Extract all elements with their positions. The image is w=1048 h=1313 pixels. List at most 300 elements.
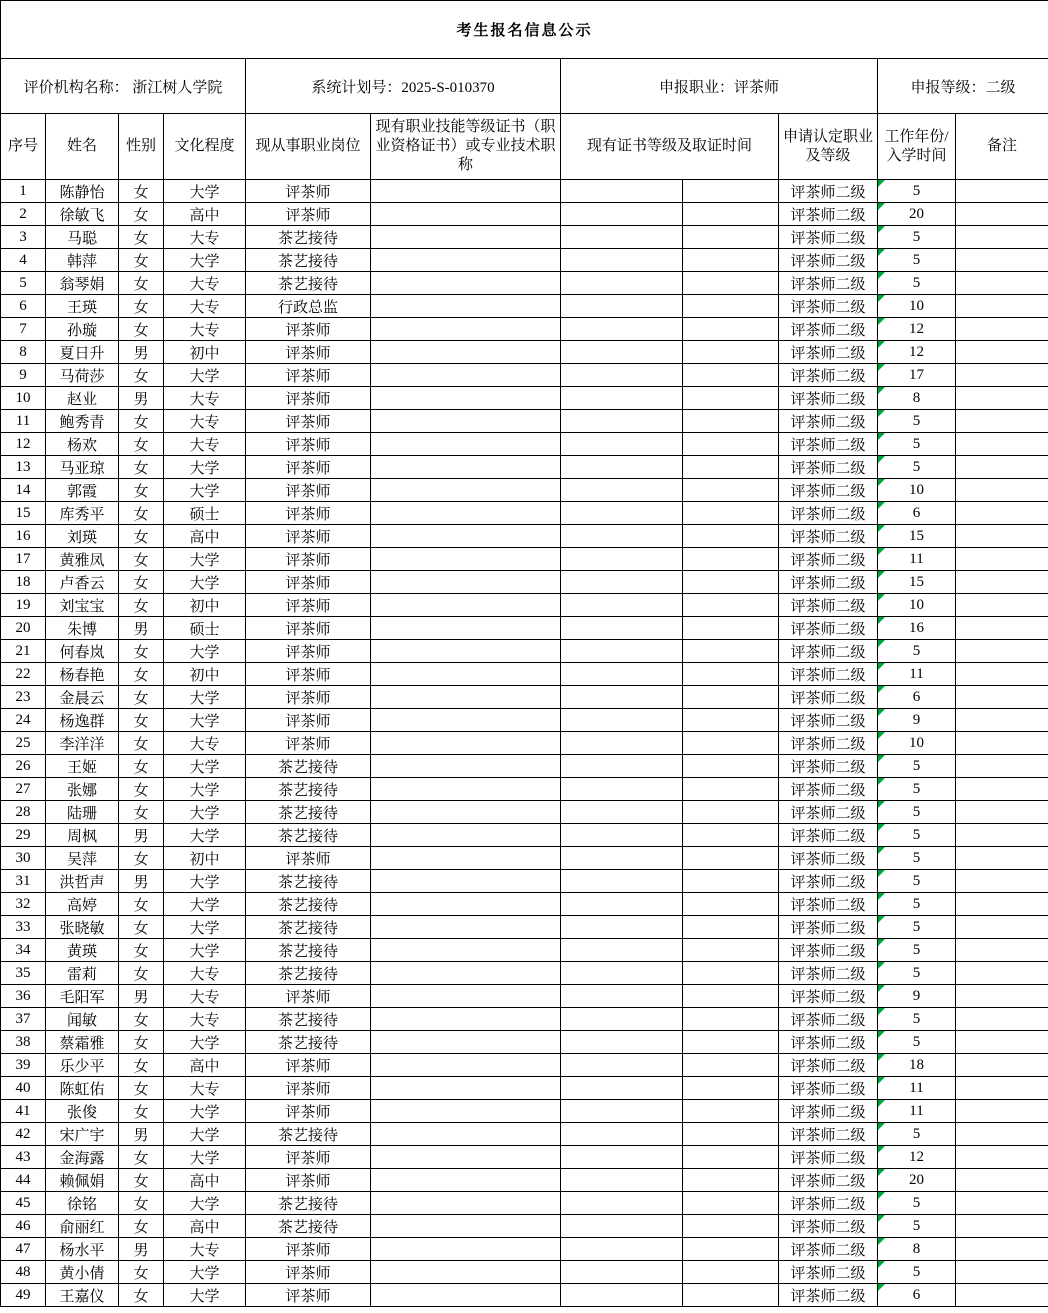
cell-apply-occupation-level: 评茶师二级 bbox=[779, 778, 878, 801]
cell-work-years: 5 bbox=[878, 249, 956, 272]
cell-no: 26 bbox=[1, 755, 46, 778]
table-row bbox=[1, 433, 1048, 456]
cell-education: 大学 bbox=[164, 456, 246, 479]
cell-name: 朱博 bbox=[46, 617, 119, 640]
cell-existing-cert bbox=[371, 1238, 561, 1261]
cell-apply-occupation-level: 评茶师二级 bbox=[779, 1100, 878, 1123]
cell-remark bbox=[956, 295, 1048, 318]
cell-name: 赵业 bbox=[46, 387, 119, 410]
cell-existing-cert bbox=[371, 525, 561, 548]
system-plan-number: 系统计划号：2025-S-010370 bbox=[246, 59, 561, 114]
cell-work-years: 10 bbox=[878, 479, 956, 502]
cell-name: 陈虹佑 bbox=[46, 1077, 119, 1100]
cell-gender: 男 bbox=[119, 1123, 164, 1146]
cell-existing-cert bbox=[371, 985, 561, 1008]
cell-gender: 男 bbox=[119, 824, 164, 847]
cell-name: 夏日升 bbox=[46, 341, 119, 364]
table-row bbox=[1, 801, 1048, 824]
cell-cert-level bbox=[561, 801, 683, 824]
col-header-cert-level-time: 现有证书等级及取证时间 bbox=[561, 114, 779, 180]
cell-cert-level bbox=[561, 272, 683, 295]
cell-name: 闻敏 bbox=[46, 1008, 119, 1031]
cell-current-job: 茶艺接待 bbox=[246, 1192, 371, 1215]
cell-cert-level bbox=[561, 1123, 683, 1146]
cell-gender: 女 bbox=[119, 203, 164, 226]
cell-name: 洪哲声 bbox=[46, 870, 119, 893]
cell-existing-cert bbox=[371, 893, 561, 916]
cell-work-years: 5 bbox=[878, 456, 956, 479]
cell-remark bbox=[956, 778, 1048, 801]
cell-current-job: 评茶师 bbox=[246, 594, 371, 617]
table-row bbox=[1, 203, 1048, 226]
cell-cert-time bbox=[683, 985, 779, 1008]
table-row bbox=[1, 180, 1048, 203]
cell-apply-occupation-level: 评茶师二级 bbox=[779, 387, 878, 410]
cell-work-years: 5 bbox=[878, 1123, 956, 1146]
table-row bbox=[1, 663, 1048, 686]
cell-education: 初中 bbox=[164, 663, 246, 686]
cell-apply-occupation-level: 评茶师二级 bbox=[779, 1054, 878, 1077]
table-row bbox=[1, 318, 1048, 341]
cell-education: 大学 bbox=[164, 824, 246, 847]
col-header-existing-cert: 现有职业技能等级证书（职业资格证书）或专业技术职称 bbox=[371, 114, 561, 180]
cell-gender: 男 bbox=[119, 341, 164, 364]
cell-gender: 女 bbox=[119, 640, 164, 663]
cell-work-years: 5 bbox=[878, 916, 956, 939]
cell-existing-cert bbox=[371, 295, 561, 318]
cell-education: 大专 bbox=[164, 226, 246, 249]
cell-existing-cert bbox=[371, 709, 561, 732]
cell-existing-cert bbox=[371, 801, 561, 824]
cell-cert-level bbox=[561, 1100, 683, 1123]
cell-existing-cert bbox=[371, 594, 561, 617]
cell-no: 9 bbox=[1, 364, 46, 387]
cell-name: 王姬 bbox=[46, 755, 119, 778]
col-header-current-job: 现从事职业岗位 bbox=[246, 114, 371, 180]
cell-existing-cert bbox=[371, 410, 561, 433]
title-row bbox=[1, 1, 1048, 59]
cell-cert-time bbox=[683, 663, 779, 686]
cell-education: 大学 bbox=[164, 640, 246, 663]
cell-name: 徐敏飞 bbox=[46, 203, 119, 226]
cell-current-job: 评茶师 bbox=[246, 502, 371, 525]
cell-cert-time bbox=[683, 686, 779, 709]
table-row bbox=[1, 249, 1048, 272]
cell-current-job: 茶艺接待 bbox=[246, 1031, 371, 1054]
cell-cert-level bbox=[561, 939, 683, 962]
cell-current-job: 评茶师 bbox=[246, 686, 371, 709]
cell-cert-time bbox=[683, 824, 779, 847]
cell-current-job: 茶艺接待 bbox=[246, 272, 371, 295]
cell-name: 李洋洋 bbox=[46, 732, 119, 755]
table-row bbox=[1, 1169, 1048, 1192]
cell-apply-occupation-level: 评茶师二级 bbox=[779, 249, 878, 272]
cell-work-years: 5 bbox=[878, 778, 956, 801]
cell-remark bbox=[956, 456, 1048, 479]
cell-name: 马亚琼 bbox=[46, 456, 119, 479]
cell-work-years: 10 bbox=[878, 295, 956, 318]
cell-gender: 女 bbox=[119, 755, 164, 778]
cell-existing-cert bbox=[371, 226, 561, 249]
table-row bbox=[1, 893, 1048, 916]
table-row bbox=[1, 548, 1048, 571]
cell-no: 40 bbox=[1, 1077, 46, 1100]
cell-education: 高中 bbox=[164, 525, 246, 548]
cell-current-job: 评茶师 bbox=[246, 571, 371, 594]
cell-remark bbox=[956, 479, 1048, 502]
cell-education: 大学 bbox=[164, 686, 246, 709]
cell-existing-cert bbox=[371, 1054, 561, 1077]
cell-gender: 女 bbox=[119, 686, 164, 709]
cell-cert-level bbox=[561, 1215, 683, 1238]
cell-education: 大学 bbox=[164, 249, 246, 272]
cell-no: 16 bbox=[1, 525, 46, 548]
cell-work-years: 15 bbox=[878, 525, 956, 548]
table-row bbox=[1, 272, 1048, 295]
cell-cert-level bbox=[561, 364, 683, 387]
cell-education: 大学 bbox=[164, 893, 246, 916]
cell-work-years: 11 bbox=[878, 663, 956, 686]
cell-no: 35 bbox=[1, 962, 46, 985]
cell-education: 大学 bbox=[164, 1031, 246, 1054]
cell-cert-level bbox=[561, 341, 683, 364]
cell-remark bbox=[956, 939, 1048, 962]
cell-no: 11 bbox=[1, 410, 46, 433]
cell-apply-occupation-level: 评茶师二级 bbox=[779, 732, 878, 755]
cell-work-years: 16 bbox=[878, 617, 956, 640]
cell-remark bbox=[956, 594, 1048, 617]
cell-work-years: 12 bbox=[878, 341, 956, 364]
cell-no: 29 bbox=[1, 824, 46, 847]
cell-existing-cert bbox=[371, 456, 561, 479]
cell-apply-occupation-level: 评茶师二级 bbox=[779, 801, 878, 824]
cell-cert-level bbox=[561, 203, 683, 226]
cell-cert-level bbox=[561, 663, 683, 686]
cell-remark bbox=[956, 410, 1048, 433]
cell-remark bbox=[956, 640, 1048, 663]
cell-cert-time bbox=[683, 1284, 779, 1307]
cell-gender: 男 bbox=[119, 387, 164, 410]
cell-apply-occupation-level: 评茶师二级 bbox=[779, 709, 878, 732]
cell-existing-cert bbox=[371, 916, 561, 939]
cell-name: 黄雅凤 bbox=[46, 548, 119, 571]
cell-apply-occupation-level: 评茶师二级 bbox=[779, 1261, 878, 1284]
cell-current-job: 评茶师 bbox=[246, 318, 371, 341]
cell-no: 31 bbox=[1, 870, 46, 893]
cell-current-job: 茶艺接待 bbox=[246, 939, 371, 962]
cell-work-years: 5 bbox=[878, 847, 956, 870]
cell-cert-time bbox=[683, 732, 779, 755]
cell-cert-time bbox=[683, 1031, 779, 1054]
cell-work-years: 20 bbox=[878, 203, 956, 226]
cell-gender: 女 bbox=[119, 1215, 164, 1238]
cell-education: 大学 bbox=[164, 548, 246, 571]
cell-cert-time bbox=[683, 1077, 779, 1100]
cell-remark bbox=[956, 318, 1048, 341]
cell-no: 6 bbox=[1, 295, 46, 318]
cell-apply-occupation-level: 评茶师二级 bbox=[779, 962, 878, 985]
cell-existing-cert bbox=[371, 663, 561, 686]
cell-remark bbox=[956, 272, 1048, 295]
cell-cert-level bbox=[561, 640, 683, 663]
table-row bbox=[1, 640, 1048, 663]
cell-current-job: 茶艺接待 bbox=[246, 801, 371, 824]
cell-work-years: 5 bbox=[878, 1192, 956, 1215]
cell-cert-level bbox=[561, 732, 683, 755]
cell-gender: 女 bbox=[119, 1031, 164, 1054]
cell-existing-cert bbox=[371, 1215, 561, 1238]
table-row bbox=[1, 1192, 1048, 1215]
cell-cert-level bbox=[561, 1054, 683, 1077]
cell-apply-occupation-level: 评茶师二级 bbox=[779, 295, 878, 318]
cell-cert-time bbox=[683, 778, 779, 801]
table-row bbox=[1, 709, 1048, 732]
cell-apply-occupation-level: 评茶师二级 bbox=[779, 456, 878, 479]
cell-cert-time bbox=[683, 548, 779, 571]
cell-work-years: 5 bbox=[878, 272, 956, 295]
cell-cert-time bbox=[683, 1238, 779, 1261]
cell-work-years: 5 bbox=[878, 801, 956, 824]
cell-work-years: 11 bbox=[878, 1100, 956, 1123]
cell-existing-cert bbox=[371, 1169, 561, 1192]
cell-remark bbox=[956, 1169, 1048, 1192]
cell-existing-cert bbox=[371, 686, 561, 709]
cell-remark bbox=[956, 548, 1048, 571]
cell-cert-level bbox=[561, 594, 683, 617]
cell-current-job: 评茶师 bbox=[246, 410, 371, 433]
cell-education: 大学 bbox=[164, 755, 246, 778]
cell-cert-level bbox=[561, 410, 683, 433]
cell-no: 32 bbox=[1, 893, 46, 916]
table-row bbox=[1, 1261, 1048, 1284]
cell-existing-cert bbox=[371, 617, 561, 640]
cell-name: 陆珊 bbox=[46, 801, 119, 824]
cell-name: 张晓敏 bbox=[46, 916, 119, 939]
cell-education: 大专 bbox=[164, 1077, 246, 1100]
cell-no: 7 bbox=[1, 318, 46, 341]
cell-remark bbox=[956, 870, 1048, 893]
table-row bbox=[1, 226, 1048, 249]
cell-education: 大专 bbox=[164, 410, 246, 433]
cell-name: 黄瑛 bbox=[46, 939, 119, 962]
cell-education: 高中 bbox=[164, 203, 246, 226]
cell-gender: 女 bbox=[119, 663, 164, 686]
cell-current-job: 茶艺接待 bbox=[246, 893, 371, 916]
cell-education: 大专 bbox=[164, 433, 246, 456]
cell-cert-time bbox=[683, 962, 779, 985]
cell-name: 卢香云 bbox=[46, 571, 119, 594]
cell-current-job: 评茶师 bbox=[246, 433, 371, 456]
cell-education: 大学 bbox=[164, 709, 246, 732]
cell-remark bbox=[956, 686, 1048, 709]
table-row bbox=[1, 847, 1048, 870]
cell-name: 翁琴娟 bbox=[46, 272, 119, 295]
table-row bbox=[1, 916, 1048, 939]
cell-apply-occupation-level: 评茶师二级 bbox=[779, 571, 878, 594]
cell-apply-occupation-level: 评茶师二级 bbox=[779, 1169, 878, 1192]
cell-apply-occupation-level: 评茶师二级 bbox=[779, 226, 878, 249]
cell-cert-time bbox=[683, 479, 779, 502]
table-row bbox=[1, 410, 1048, 433]
cell-apply-occupation-level: 评茶师二级 bbox=[779, 479, 878, 502]
cell-education: 大学 bbox=[164, 1192, 246, 1215]
cell-apply-occupation-level: 评茶师二级 bbox=[779, 341, 878, 364]
cell-name: 宋广宇 bbox=[46, 1123, 119, 1146]
cell-apply-occupation-level: 评茶师二级 bbox=[779, 640, 878, 663]
cell-gender: 女 bbox=[119, 1077, 164, 1100]
cell-apply-occupation-level: 评茶师二级 bbox=[779, 364, 878, 387]
cell-apply-occupation-level: 评茶师二级 bbox=[779, 594, 878, 617]
cell-current-job: 评茶师 bbox=[246, 1238, 371, 1261]
cell-current-job: 茶艺接待 bbox=[246, 249, 371, 272]
cell-cert-level bbox=[561, 525, 683, 548]
declared-occupation: 申报职业：评茶师 bbox=[561, 59, 878, 114]
cell-current-job: 评茶师 bbox=[246, 341, 371, 364]
cell-name: 杨春艳 bbox=[46, 663, 119, 686]
cell-existing-cert bbox=[371, 502, 561, 525]
cell-work-years: 5 bbox=[878, 226, 956, 249]
cell-work-years: 17 bbox=[878, 364, 956, 387]
cell-education: 大专 bbox=[164, 985, 246, 1008]
cell-work-years: 12 bbox=[878, 1146, 956, 1169]
cell-remark bbox=[956, 617, 1048, 640]
cell-current-job: 评茶师 bbox=[246, 180, 371, 203]
cell-cert-time bbox=[683, 318, 779, 341]
cell-education: 大专 bbox=[164, 272, 246, 295]
cell-current-job: 茶艺接待 bbox=[246, 962, 371, 985]
cell-name: 陈静怡 bbox=[46, 180, 119, 203]
cell-gender: 女 bbox=[119, 525, 164, 548]
cell-name: 张娜 bbox=[46, 778, 119, 801]
table-row bbox=[1, 1146, 1048, 1169]
cell-current-job: 评茶师 bbox=[246, 1077, 371, 1100]
cell-apply-occupation-level: 评茶师二级 bbox=[779, 847, 878, 870]
cell-cert-level bbox=[561, 1031, 683, 1054]
cell-apply-occupation-level: 评茶师二级 bbox=[779, 985, 878, 1008]
cell-gender: 女 bbox=[119, 502, 164, 525]
cell-remark bbox=[956, 916, 1048, 939]
cell-no: 28 bbox=[1, 801, 46, 824]
cell-existing-cert bbox=[371, 824, 561, 847]
cell-work-years: 5 bbox=[878, 410, 956, 433]
cell-education: 大学 bbox=[164, 939, 246, 962]
cell-gender: 女 bbox=[119, 1054, 164, 1077]
cell-remark bbox=[956, 226, 1048, 249]
cell-current-job: 评茶师 bbox=[246, 1054, 371, 1077]
cell-gender: 女 bbox=[119, 272, 164, 295]
cell-education: 大专 bbox=[164, 1238, 246, 1261]
cell-education: 大专 bbox=[164, 295, 246, 318]
cell-current-job: 评茶师 bbox=[246, 525, 371, 548]
cell-gender: 女 bbox=[119, 318, 164, 341]
cell-cert-level bbox=[561, 778, 683, 801]
cell-existing-cert bbox=[371, 1100, 561, 1123]
table-row bbox=[1, 1123, 1048, 1146]
cell-education: 大学 bbox=[164, 479, 246, 502]
cell-cert-level bbox=[561, 824, 683, 847]
cell-cert-level bbox=[561, 1169, 683, 1192]
cell-gender: 女 bbox=[119, 1192, 164, 1215]
cell-cert-level bbox=[561, 709, 683, 732]
table-row bbox=[1, 456, 1048, 479]
table-row bbox=[1, 364, 1048, 387]
cell-cert-time bbox=[683, 594, 779, 617]
cell-name: 吴萍 bbox=[46, 847, 119, 870]
cell-no: 42 bbox=[1, 1123, 46, 1146]
cell-cert-time bbox=[683, 1261, 779, 1284]
cell-cert-time bbox=[683, 1169, 779, 1192]
cell-apply-occupation-level: 评茶师二级 bbox=[779, 870, 878, 893]
table-row bbox=[1, 824, 1048, 847]
cell-remark bbox=[956, 732, 1048, 755]
cell-remark bbox=[956, 1008, 1048, 1031]
cell-gender: 女 bbox=[119, 1100, 164, 1123]
cell-remark bbox=[956, 1261, 1048, 1284]
cell-cert-time bbox=[683, 916, 779, 939]
cell-work-years: 20 bbox=[878, 1169, 956, 1192]
cell-name: 赖佩娟 bbox=[46, 1169, 119, 1192]
cell-remark bbox=[956, 525, 1048, 548]
table-row bbox=[1, 985, 1048, 1008]
table-row bbox=[1, 295, 1048, 318]
cell-current-job: 茶艺接待 bbox=[246, 870, 371, 893]
table-row bbox=[1, 1284, 1048, 1307]
cell-cert-time bbox=[683, 755, 779, 778]
cell-gender: 女 bbox=[119, 410, 164, 433]
table-row bbox=[1, 594, 1048, 617]
cell-name: 杨水平 bbox=[46, 1238, 119, 1261]
cell-no: 48 bbox=[1, 1261, 46, 1284]
cell-apply-occupation-level: 评茶师二级 bbox=[779, 433, 878, 456]
cell-cert-level bbox=[561, 479, 683, 502]
cell-name: 鲍秀青 bbox=[46, 410, 119, 433]
cell-name: 金海露 bbox=[46, 1146, 119, 1169]
cell-name: 马荷莎 bbox=[46, 364, 119, 387]
cell-work-years: 5 bbox=[878, 755, 956, 778]
cell-name: 黄小倩 bbox=[46, 1261, 119, 1284]
cell-work-years: 5 bbox=[878, 1031, 956, 1054]
cell-no: 14 bbox=[1, 479, 46, 502]
cell-current-job: 茶艺接待 bbox=[246, 916, 371, 939]
table-row bbox=[1, 1031, 1048, 1054]
cell-work-years: 5 bbox=[878, 870, 956, 893]
cell-work-years: 10 bbox=[878, 594, 956, 617]
cell-cert-level bbox=[561, 387, 683, 410]
cell-no: 20 bbox=[1, 617, 46, 640]
cell-existing-cert bbox=[371, 640, 561, 663]
cell-gender: 女 bbox=[119, 249, 164, 272]
info-row bbox=[1, 59, 1048, 114]
cell-cert-level bbox=[561, 318, 683, 341]
cell-work-years: 5 bbox=[878, 433, 956, 456]
cell-cert-time bbox=[683, 847, 779, 870]
cell-current-job: 茶艺接待 bbox=[246, 226, 371, 249]
cell-current-job: 评茶师 bbox=[246, 1261, 371, 1284]
cell-existing-cert bbox=[371, 1192, 561, 1215]
cell-gender: 女 bbox=[119, 1284, 164, 1307]
cell-name: 王瑛 bbox=[46, 295, 119, 318]
cell-name: 俞丽红 bbox=[46, 1215, 119, 1238]
cell-remark bbox=[956, 1123, 1048, 1146]
cell-apply-occupation-level: 评茶师二级 bbox=[779, 203, 878, 226]
cell-gender: 女 bbox=[119, 732, 164, 755]
cell-remark bbox=[956, 249, 1048, 272]
cell-gender: 女 bbox=[119, 456, 164, 479]
cell-cert-level bbox=[561, 1192, 683, 1215]
cell-gender: 女 bbox=[119, 847, 164, 870]
cell-no: 38 bbox=[1, 1031, 46, 1054]
table-row bbox=[1, 502, 1048, 525]
